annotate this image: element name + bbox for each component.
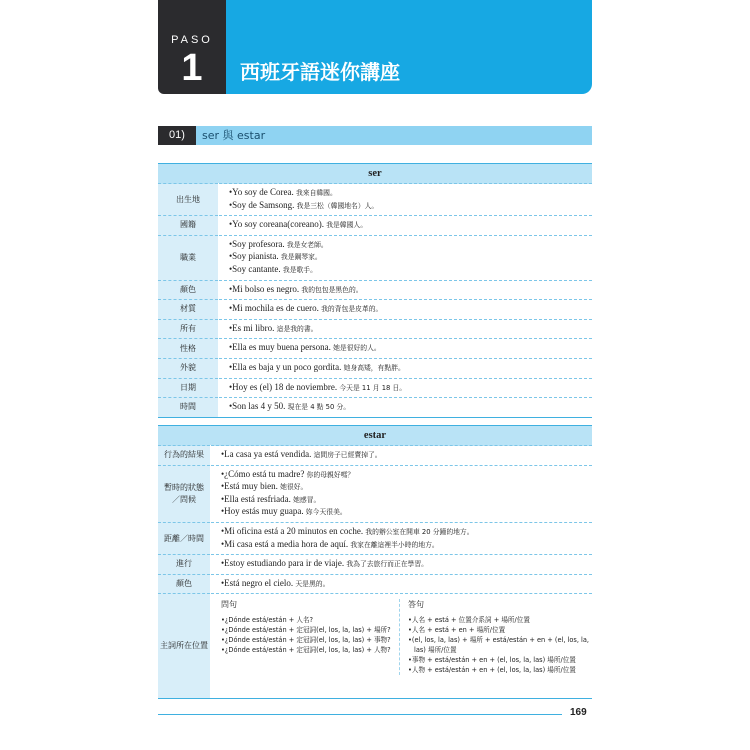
location-qa-cell <box>211 594 593 699</box>
table-row <box>158 594 592 699</box>
chinese-translation: 我是韓國人。 <box>326 221 367 230</box>
example-line <box>229 187 592 200</box>
row-label: 距離／時間 <box>158 522 211 554</box>
row-examples <box>219 235 593 280</box>
row-examples <box>219 319 593 339</box>
table-row <box>158 358 592 378</box>
example-line <box>229 362 592 375</box>
spanish-sentence: Mi oficina está a 20 minutos en coche. <box>224 525 364 536</box>
row-label: 主詞所在位置 <box>158 594 211 699</box>
ser-table-heading: ser <box>158 164 592 184</box>
example-line <box>221 469 592 482</box>
answer-line: • 人名 + está + en + 場所/位置 <box>408 625 592 635</box>
title-band <box>226 0 592 94</box>
table-row <box>158 574 592 594</box>
chinese-translation: 她是很好的人。 <box>333 344 381 353</box>
row-label: 性格 <box>158 339 219 359</box>
chinese-translation: 我是歌手。 <box>282 265 317 274</box>
chinese-translation: 我為了去旅行而正在學習。 <box>346 560 428 569</box>
qa-columns <box>221 597 592 675</box>
chinese-translation: 我來自韓國。 <box>296 189 337 197</box>
page-title: 西班牙語迷你講座 <box>240 60 400 84</box>
row-label: 日期 <box>158 378 219 398</box>
row-label: 職業 <box>158 235 219 280</box>
row-label: 國籍 <box>158 216 219 236</box>
spanish-sentence: Soy de Samsong. <box>232 199 295 210</box>
section-title: ser 與 estar <box>202 129 266 142</box>
section-number: 01) <box>158 126 196 145</box>
example-line <box>229 251 592 264</box>
chinese-translation: 現在是 4 點 50 分。 <box>287 403 351 412</box>
answer-line: • 事物 + está/están + en + (el, los, la, las) 場所/位置 <box>408 655 592 665</box>
spanish-sentence: Está muy bien. <box>224 481 278 492</box>
chinese-translation: 這間房子已經賣掉了。 <box>313 451 382 459</box>
example-line <box>229 303 592 316</box>
row-label: 行為的結果 <box>158 446 211 466</box>
example-line <box>229 264 592 277</box>
row-label: 外貌 <box>158 358 219 378</box>
row-label: 暫時的狀態 ／問候 <box>158 465 211 522</box>
example-line <box>229 200 592 213</box>
ser-table <box>158 163 592 418</box>
row-examples <box>211 555 593 575</box>
table-row <box>158 465 592 522</box>
estar-table-heading: estar <box>158 426 592 446</box>
spanish-sentence: Mi bolso es negro. <box>232 283 300 294</box>
spanish-sentence: Soy profesora. <box>232 238 285 249</box>
table-row <box>158 184 592 216</box>
example-line <box>221 481 592 494</box>
example-line <box>229 323 592 336</box>
spanish-sentence: Ella está resfriada. <box>224 493 291 504</box>
example-line <box>221 526 592 539</box>
chinese-translation: 我是三松（韓國地名）人。 <box>296 201 379 210</box>
row-examples <box>219 358 593 378</box>
spanish-sentence: Es mi libro. <box>232 322 275 333</box>
spanish-sentence: La casa ya está vendida. <box>224 449 312 459</box>
chinese-translation: 你的母親好嗎？ <box>306 470 355 479</box>
answer-heading: 答句 <box>408 600 424 610</box>
table-row <box>158 378 592 398</box>
row-examples <box>219 300 593 320</box>
chinese-translation: 我是鋼琴家。 <box>280 253 322 262</box>
table-row <box>158 522 592 554</box>
question-heading: 問句 <box>221 600 237 610</box>
table-row <box>158 339 592 359</box>
table-row <box>158 300 592 320</box>
example-line <box>229 284 592 297</box>
row-examples <box>219 216 593 236</box>
row-examples <box>211 574 593 594</box>
row-label: 進行 <box>158 555 211 575</box>
table-row <box>158 398 592 418</box>
chinese-translation: 我的包包是黑色的。 <box>301 285 363 294</box>
chinese-translation: 今天是 11 月 18 日。 <box>339 383 407 392</box>
answer-column <box>399 599 592 675</box>
spanish-sentence: ¿Cómo está tu madre? <box>224 468 305 479</box>
answer-line: • 人物 + está/están + en + (el, los, la, las) 場所/位置 <box>408 665 592 675</box>
table-row <box>158 446 592 466</box>
example-line <box>229 239 592 252</box>
row-label: 材質 <box>158 300 219 320</box>
chinese-translation: 這是我的書。 <box>276 324 318 333</box>
spanish-sentence: Estoy estudiando para ir de viaje. <box>224 558 345 569</box>
row-examples <box>211 522 593 554</box>
spanish-sentence: Mi casa está a media hora de aquí. <box>224 538 349 549</box>
table-row <box>158 280 592 300</box>
example-line <box>221 449 592 462</box>
question-line: • ¿Dónde está/están + 定冠詞(el, los, la, las) + 場所? <box>221 625 393 635</box>
example-line <box>229 401 592 414</box>
spanish-sentence: Yo soy de Corea. <box>232 187 294 197</box>
estar-table <box>158 425 592 699</box>
answer-line: • 人名 + está + 位置介系詞 + 場所/位置 <box>408 615 592 625</box>
row-examples <box>219 398 593 418</box>
example-line <box>221 558 592 571</box>
chinese-translation: 她身高矮，有點胖。 <box>343 363 405 372</box>
row-examples <box>219 184 593 216</box>
row-examples <box>211 465 593 522</box>
row-label: 所有 <box>158 319 219 339</box>
table-row <box>158 555 592 575</box>
chinese-translation: 她很好。 <box>280 483 308 492</box>
row-examples <box>211 446 593 466</box>
chinese-translation: 我是女老師。 <box>286 240 328 249</box>
chinese-translation: 我的辦公室在開車 20 分鐘的地方。 <box>365 527 474 536</box>
row-examples <box>219 280 593 300</box>
chinese-translation: 妳今天很美。 <box>305 508 347 517</box>
example-line <box>221 539 592 552</box>
paso-badge <box>158 0 226 94</box>
spanish-sentence: Hoy es (el) 18 de noviembre. <box>232 381 338 392</box>
row-label: 顏色 <box>158 574 211 594</box>
footer-rule <box>158 714 562 715</box>
table-row <box>158 235 592 280</box>
answer-line: • (el, los, la, las) + 場所 + está/están + en + (el, los, la, las) 場所/位置 <box>408 635 592 655</box>
spanish-sentence: Soy cantante. <box>232 263 281 274</box>
paso-label: PASO <box>171 34 213 46</box>
row-label: 顏色 <box>158 280 219 300</box>
question-line: • ¿Dónde está/están + 人名? <box>221 615 393 625</box>
chinese-translation: 天是黑的。 <box>295 579 330 588</box>
example-line <box>221 578 592 591</box>
row-label: 出生地 <box>158 184 219 216</box>
example-line <box>221 506 592 519</box>
chinese-translation: 我的背包是皮革的。 <box>321 305 383 314</box>
spanish-sentence: Son las 4 y 50. <box>232 401 286 412</box>
spanish-sentence: Ella es muy buena persona. <box>232 342 331 353</box>
row-label: 時間 <box>158 398 219 418</box>
spanish-sentence: Hoy estás muy guapa. <box>224 506 304 517</box>
table-row <box>158 216 592 236</box>
example-line <box>221 494 592 507</box>
page-number: 169 <box>570 707 587 718</box>
question-column <box>221 599 399 675</box>
example-line <box>229 219 592 232</box>
example-line <box>229 382 592 395</box>
section-bar <box>196 126 592 145</box>
spanish-sentence: Ella es baja y un poco gordita. <box>232 361 342 372</box>
spanish-sentence: Mi mochila es de cuero. <box>232 303 319 314</box>
chinese-translation: 我家在離這裡半小時的地方。 <box>350 540 439 549</box>
chinese-translation: 她感冒。 <box>293 495 321 504</box>
row-examples <box>219 339 593 359</box>
question-line: • ¿Dónde está/están + 定冠詞(el, los, la, las) + 事物? <box>221 635 393 645</box>
spanish-sentence: Soy pianista. <box>232 251 279 262</box>
paso-number: 1 <box>181 47 203 89</box>
table-row <box>158 319 592 339</box>
spanish-sentence: Está negro el cielo. <box>224 577 294 588</box>
spanish-sentence: Yo soy coreana(coreano). <box>232 219 324 230</box>
row-examples <box>219 378 593 398</box>
question-line: • ¿Dónde está/están + 定冠詞(el, los, la, las) + 人物? <box>221 645 393 655</box>
example-line <box>229 342 592 355</box>
